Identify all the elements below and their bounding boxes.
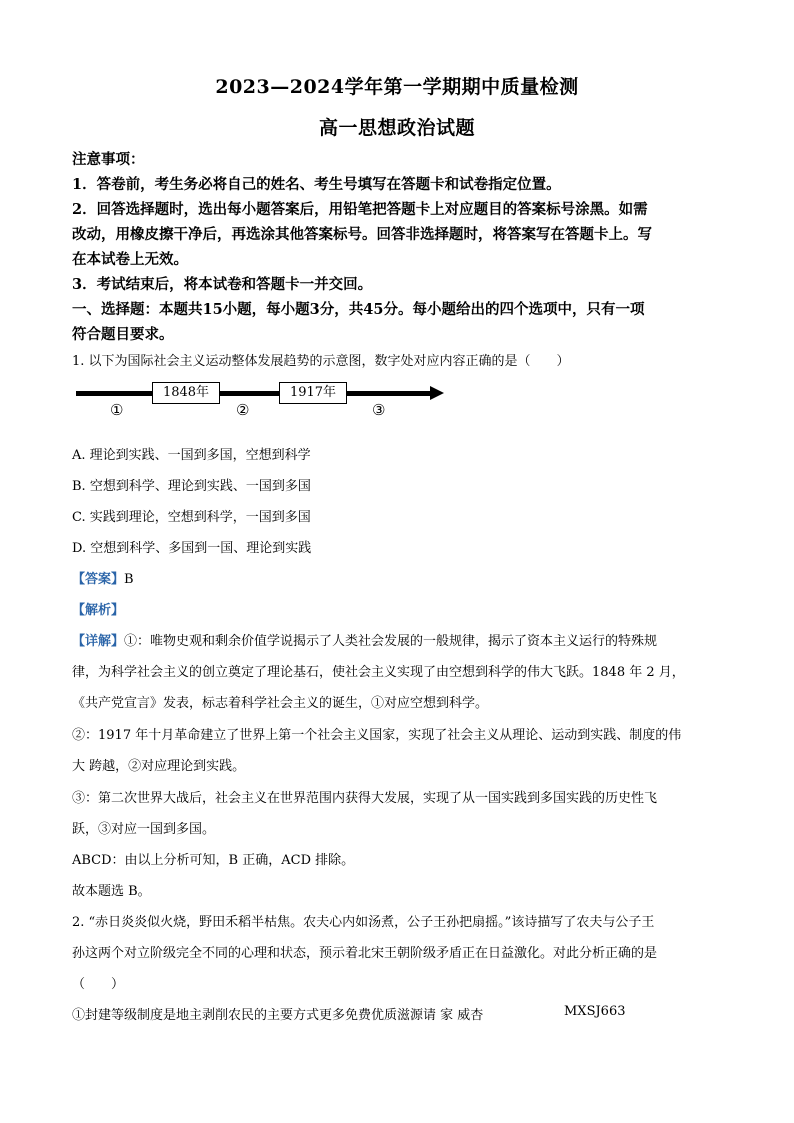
answer-line xyxy=(72,568,732,587)
q1-option: C. 实践到理论，空想到科学，一国到多国 xyxy=(72,510,311,525)
exam-subtitle: 高一思想政治试题 xyxy=(318,117,475,139)
watermark-code: MXSJ663 xyxy=(564,1004,626,1019)
timeline-bar xyxy=(76,391,432,396)
explanation-line: 故本题选 B。 xyxy=(72,884,151,899)
timeline-label-1848: 1848年 xyxy=(152,382,220,404)
explanation-text: ①：唯物史观和剩余价值学说揭示了人类社会发展的一般规律，揭示了资本主义运行的特殊规 xyxy=(124,634,658,649)
explanation-line: 律，为科学社会主义的创立奠定了理论基石，使社会主义实现了由空想到科学的伟大飞跃。1848 年 2 月， xyxy=(72,665,685,680)
q1-option: B. 空想到科学、理论到实践、一国到多国 xyxy=(72,479,311,494)
notice-heading: 注意事项： xyxy=(72,151,145,168)
arrow-right-icon xyxy=(430,386,444,400)
notice-line: 3．考试结束后，将本试卷和答题卡一并交回。 xyxy=(72,276,373,293)
notice-line: 1．答卷前，考生务必将自己的姓名、考生号填写在答题卡和试卷指定位置。 xyxy=(72,176,561,193)
explanation-line: ②：1917 年十月革命建立了世界上第一个社会主义国家，实现了社会主义从理论、运动到实践、制度的伟 xyxy=(72,728,682,743)
answer-tag: 【答案】 xyxy=(72,572,125,587)
timeline-diagram xyxy=(76,376,446,424)
exam-title: 2023—2024学年第一学期期中质量检测 xyxy=(215,76,579,98)
section-heading: 符合题目要求。 xyxy=(72,326,174,343)
q1-stem: 1. 以下为国际社会主义运动整体发展趋势的示意图，数字处对应内容正确的是（ ） xyxy=(72,354,570,369)
timeline-label-1917: 1917年 xyxy=(279,382,347,404)
explanation-line: 跃，③对应一国到多国。 xyxy=(72,822,216,837)
detail-tag: 【详解】 xyxy=(72,634,125,649)
explanation-line: 《共产党宣言》发表，标志着科学社会主义的诞生，①对应空想到科学。 xyxy=(72,696,489,711)
notice-line: 在本试卷上无效。 xyxy=(72,251,188,268)
q1-option: D. 空想到科学、多国到一国、理论到实践 xyxy=(72,541,312,556)
q2-option: ①封建等级制度是地主剥削农民的主要方式更多免费优质滋源请 家 威杏 xyxy=(72,1008,484,1023)
notice-line: 改动，用橡皮擦干净后，再选涂其他答案标号。回答非选择题时，将答案写在答题卡上。写 xyxy=(72,226,652,243)
q2-stem: 2. “赤日炎炎似火烧，野田禾稻半枯焦。农夫心内如汤煮，公子王孙把扇摇。”该诗描写了农夫与公子王 xyxy=(72,915,655,930)
explanation-line: ③：第二次世界大战后，社会主义在世界范围内获得大发展，实现了从一国实践到多国实践的历史性飞 xyxy=(72,791,658,806)
analysis-line xyxy=(72,599,732,618)
explanation-line: ABCD：由以上分析可知，B 正确，ACD 排除。 xyxy=(72,853,355,868)
timeline-marker: ③ xyxy=(372,401,386,419)
q2-stem: （ ） xyxy=(72,977,125,992)
answer-value: B xyxy=(124,572,134,587)
notice-line: 2．回答选择题时，选出每小题答案后，用铅笔把答题卡上对应题目的答案标号涂黑。如需 xyxy=(72,201,648,218)
timeline-marker: ② xyxy=(236,401,250,419)
analysis-tag: 【解析】 xyxy=(72,603,125,618)
timeline-marker: ① xyxy=(110,401,124,419)
explanation-line: 大 跨越，②对应理论到实践。 xyxy=(72,759,246,774)
explanation-line xyxy=(72,630,732,649)
q2-stem: 孙这两个对立阶级完全不同的心理和状态，预示着北宋王朝阶级矛盾正在日益激化。对此分析正确的是 xyxy=(72,946,658,961)
q1-option: A. 理论到实践、一国到多国，空想到科学 xyxy=(72,448,311,463)
section-heading: 一、选择题：本题共15小题，每小题3分，共45分。每小题给出的四个选项中，只有一项 xyxy=(72,301,645,318)
